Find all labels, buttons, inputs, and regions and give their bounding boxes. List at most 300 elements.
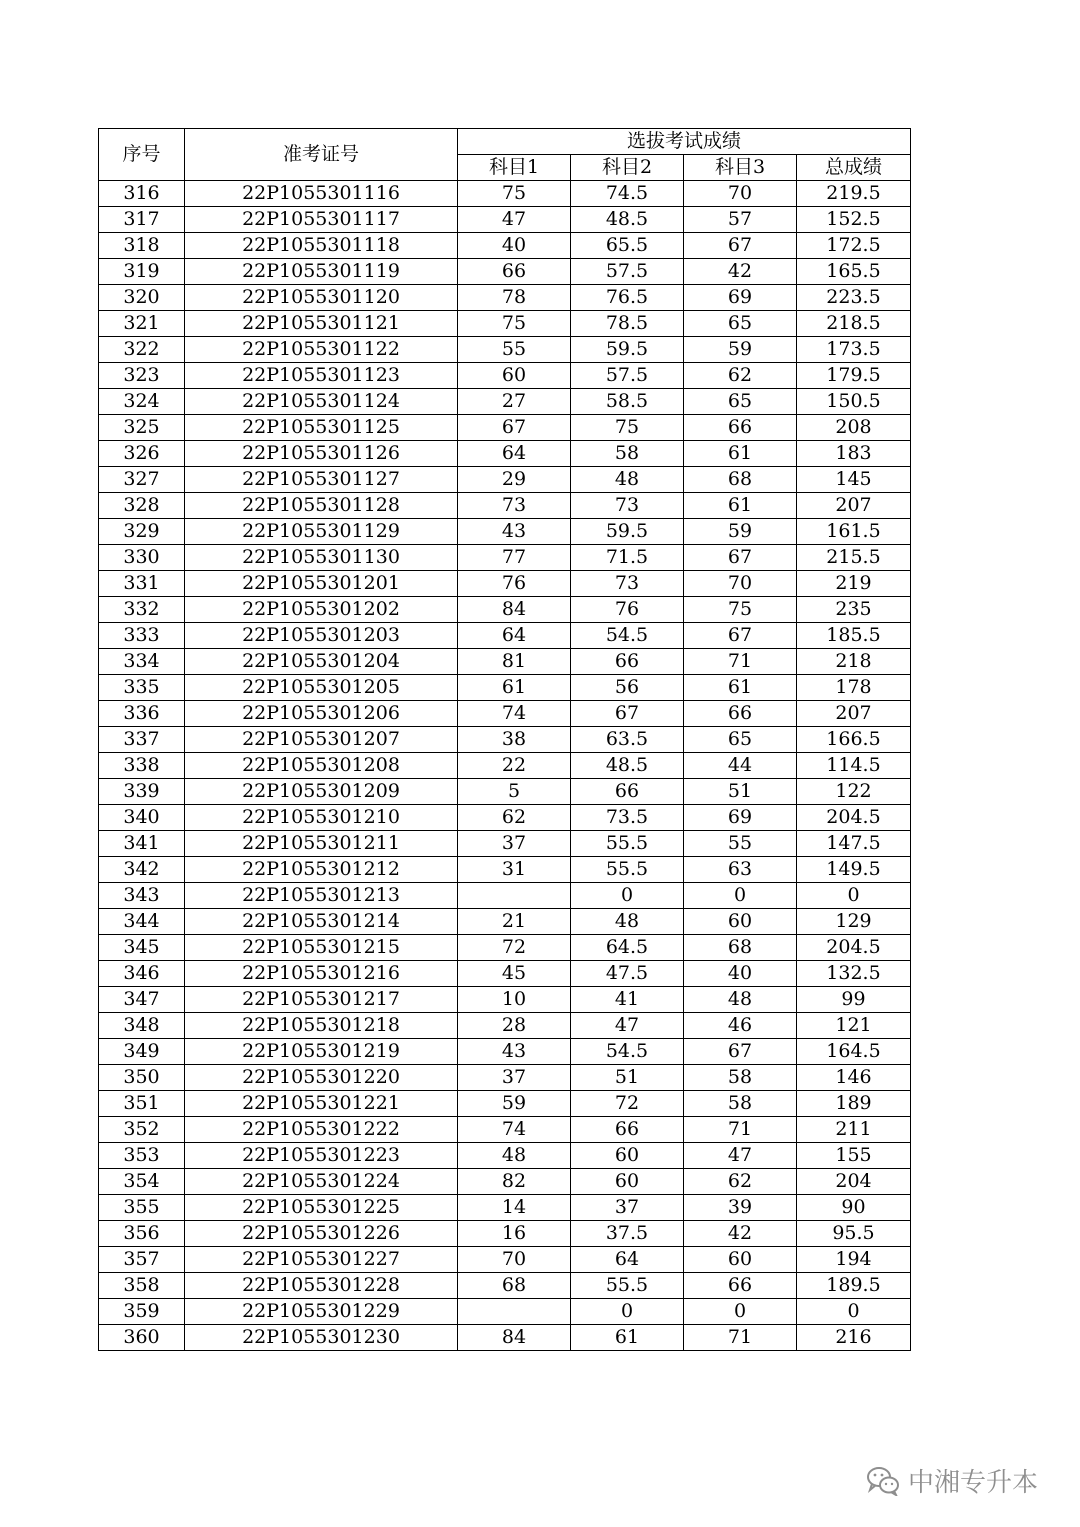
cell-subject2: 63.5 [571, 727, 684, 753]
cell-subject2: 72 [571, 1091, 684, 1117]
cell-subject1: 84 [458, 597, 571, 623]
cell-seq: 360 [99, 1325, 185, 1351]
cell-subject3: 60 [684, 1247, 797, 1273]
table-row [99, 1221, 911, 1247]
cell-subject1: 37 [458, 831, 571, 857]
cell-ticket: 22P1055301207 [185, 727, 458, 753]
cell-subject3: 67 [684, 1039, 797, 1065]
cell-seq: 316 [99, 181, 185, 207]
cell-subject3: 61 [684, 441, 797, 467]
table-row [99, 779, 911, 805]
cell-ticket: 22P1055301204 [185, 649, 458, 675]
table-row [99, 1195, 911, 1221]
table-row [99, 753, 911, 779]
cell-subject1: 78 [458, 285, 571, 311]
cell-subject3: 58 [684, 1091, 797, 1117]
cell-subject2: 55.5 [571, 857, 684, 883]
table-row [99, 441, 911, 467]
cell-total: 218.5 [797, 311, 911, 337]
cell-subject2: 0 [571, 1299, 684, 1325]
cell-subject1: 28 [458, 1013, 571, 1039]
cell-subject1: 70 [458, 1247, 571, 1273]
cell-seq: 341 [99, 831, 185, 857]
cell-total: 132.5 [797, 961, 911, 987]
cell-ticket: 22P1055301202 [185, 597, 458, 623]
cell-subject3: 61 [684, 493, 797, 519]
cell-seq: 322 [99, 337, 185, 363]
cell-subject3: 65 [684, 727, 797, 753]
cell-total: 121 [797, 1013, 911, 1039]
table-row [99, 675, 911, 701]
cell-subject1: 74 [458, 1117, 571, 1143]
cell-total: 99 [797, 987, 911, 1013]
cell-subject3: 59 [684, 337, 797, 363]
cell-total: 149.5 [797, 857, 911, 883]
table-row [99, 1117, 911, 1143]
cell-total: 204.5 [797, 935, 911, 961]
cell-ticket: 22P1055301118 [185, 233, 458, 259]
cell-subject1: 55 [458, 337, 571, 363]
cell-subject3: 58 [684, 1065, 797, 1091]
cell-subject3: 47 [684, 1143, 797, 1169]
cell-seq: 317 [99, 207, 185, 233]
cell-ticket: 22P1055301227 [185, 1247, 458, 1273]
cell-ticket: 22P1055301209 [185, 779, 458, 805]
cell-subject3: 67 [684, 545, 797, 571]
cell-subject2: 48 [571, 467, 684, 493]
cell-ticket: 22P1055301206 [185, 701, 458, 727]
cell-total: 178 [797, 675, 911, 701]
cell-subject2: 54.5 [571, 1039, 684, 1065]
cell-seq: 323 [99, 363, 185, 389]
cell-total: 145 [797, 467, 911, 493]
header-subject3: 科目3 [684, 155, 797, 181]
cell-subject3: 42 [684, 1221, 797, 1247]
cell-subject2: 60 [571, 1169, 684, 1195]
cell-seq: 324 [99, 389, 185, 415]
header-ticket: 准考证号 [185, 129, 458, 181]
cell-subject2: 56 [571, 675, 684, 701]
table-header [99, 129, 911, 181]
table-row [99, 1247, 911, 1273]
watermark [866, 1462, 1038, 1499]
cell-subject3: 46 [684, 1013, 797, 1039]
cell-subject1: 62 [458, 805, 571, 831]
cell-total: 215.5 [797, 545, 911, 571]
cell-total: 218 [797, 649, 911, 675]
table-row [99, 987, 911, 1013]
cell-total: 161.5 [797, 519, 911, 545]
cell-subject2: 0 [571, 883, 684, 909]
cell-subject3: 63 [684, 857, 797, 883]
cell-ticket: 22P1055301218 [185, 1013, 458, 1039]
cell-seq: 333 [99, 623, 185, 649]
cell-seq: 340 [99, 805, 185, 831]
cell-seq: 347 [99, 987, 185, 1013]
cell-ticket: 22P1055301229 [185, 1299, 458, 1325]
cell-subject1: 67 [458, 415, 571, 441]
table-row [99, 857, 911, 883]
cell-total: 204 [797, 1169, 911, 1195]
cell-seq: 327 [99, 467, 185, 493]
cell-seq: 326 [99, 441, 185, 467]
cell-seq: 353 [99, 1143, 185, 1169]
table-row [99, 519, 911, 545]
cell-subject2: 75 [571, 415, 684, 441]
cell-total: 189 [797, 1091, 911, 1117]
cell-subject2: 65.5 [571, 233, 684, 259]
cell-subject3: 71 [684, 1117, 797, 1143]
cell-subject2: 60 [571, 1143, 684, 1169]
cell-seq: 348 [99, 1013, 185, 1039]
cell-subject3: 61 [684, 675, 797, 701]
cell-ticket: 22P1055301122 [185, 337, 458, 363]
cell-subject1: 73 [458, 493, 571, 519]
cell-seq: 344 [99, 909, 185, 935]
cell-ticket: 22P1055301211 [185, 831, 458, 857]
cell-total: 219 [797, 571, 911, 597]
cell-subject1: 59 [458, 1091, 571, 1117]
header-group: 选拔考试成绩 [458, 129, 911, 155]
cell-subject3: 62 [684, 1169, 797, 1195]
table-row [99, 935, 911, 961]
cell-total: 155 [797, 1143, 911, 1169]
cell-subject2: 66 [571, 779, 684, 805]
table-row [99, 701, 911, 727]
cell-total: 216 [797, 1325, 911, 1351]
cell-subject1: 75 [458, 311, 571, 337]
cell-ticket: 22P1055301208 [185, 753, 458, 779]
cell-subject3: 65 [684, 389, 797, 415]
cell-subject3: 70 [684, 181, 797, 207]
cell-seq: 332 [99, 597, 185, 623]
cell-ticket: 22P1055301230 [185, 1325, 458, 1351]
cell-subject3: 51 [684, 779, 797, 805]
table-row [99, 415, 911, 441]
cell-subject3: 66 [684, 1273, 797, 1299]
cell-subject1: 47 [458, 207, 571, 233]
cell-total: 0 [797, 1299, 911, 1325]
cell-subject3: 69 [684, 805, 797, 831]
cell-subject2: 47.5 [571, 961, 684, 987]
table-row [99, 831, 911, 857]
cell-total: 207 [797, 493, 911, 519]
cell-subject2: 64 [571, 1247, 684, 1273]
header-total: 总成绩 [797, 155, 911, 181]
cell-total: 165.5 [797, 259, 911, 285]
table-row [99, 1169, 911, 1195]
cell-seq: 342 [99, 857, 185, 883]
cell-total: 208 [797, 415, 911, 441]
cell-total: 150.5 [797, 389, 911, 415]
cell-subject1: 22 [458, 753, 571, 779]
cell-subject1: 5 [458, 779, 571, 805]
cell-ticket: 22P1055301224 [185, 1169, 458, 1195]
cell-subject2: 61 [571, 1325, 684, 1351]
table-row [99, 597, 911, 623]
cell-seq: 338 [99, 753, 185, 779]
cell-ticket: 22P1055301215 [185, 935, 458, 961]
cell-subject3: 68 [684, 935, 797, 961]
cell-subject2: 57.5 [571, 259, 684, 285]
cell-subject2: 66 [571, 1117, 684, 1143]
cell-subject3: 60 [684, 909, 797, 935]
cell-subject1: 27 [458, 389, 571, 415]
cell-seq: 345 [99, 935, 185, 961]
cell-subject1: 61 [458, 675, 571, 701]
cell-ticket: 22P1055301222 [185, 1117, 458, 1143]
cell-seq: 321 [99, 311, 185, 337]
cell-seq: 336 [99, 701, 185, 727]
table-row [99, 883, 911, 909]
cell-seq: 329 [99, 519, 185, 545]
cell-subject1: 77 [458, 545, 571, 571]
table-row [99, 1039, 911, 1065]
cell-subject2: 48.5 [571, 207, 684, 233]
cell-subject1: 16 [458, 1221, 571, 1247]
cell-ticket: 22P1055301121 [185, 311, 458, 337]
cell-subject3: 67 [684, 623, 797, 649]
table-row [99, 1013, 911, 1039]
cell-seq: 319 [99, 259, 185, 285]
cell-subject2: 37.5 [571, 1221, 684, 1247]
cell-subject3: 59 [684, 519, 797, 545]
cell-subject2: 73 [571, 493, 684, 519]
cell-ticket: 22P1055301226 [185, 1221, 458, 1247]
cell-total: 223.5 [797, 285, 911, 311]
cell-ticket: 22P1055301220 [185, 1065, 458, 1091]
cell-subject1: 68 [458, 1273, 571, 1299]
cell-subject1: 60 [458, 363, 571, 389]
table-row [99, 1299, 911, 1325]
cell-subject1: 31 [458, 857, 571, 883]
cell-total: 189.5 [797, 1273, 911, 1299]
cell-subject3: 0 [684, 883, 797, 909]
table-row [99, 649, 911, 675]
cell-subject2: 74.5 [571, 181, 684, 207]
cell-ticket: 22P1055301219 [185, 1039, 458, 1065]
cell-ticket: 22P1055301203 [185, 623, 458, 649]
cell-ticket: 22P1055301221 [185, 1091, 458, 1117]
table-body [99, 181, 911, 1351]
table-row [99, 545, 911, 571]
cell-subject2: 71.5 [571, 545, 684, 571]
cell-subject1: 84 [458, 1325, 571, 1351]
cell-subject1: 64 [458, 441, 571, 467]
cell-total: 95.5 [797, 1221, 911, 1247]
cell-subject2: 55.5 [571, 831, 684, 857]
cell-subject2: 48 [571, 909, 684, 935]
cell-ticket: 22P1055301205 [185, 675, 458, 701]
cell-total: 152.5 [797, 207, 911, 233]
table-row [99, 363, 911, 389]
cell-seq: 320 [99, 285, 185, 311]
cell-subject1: 40 [458, 233, 571, 259]
cell-ticket: 22P1055301117 [185, 207, 458, 233]
cell-total: 194 [797, 1247, 911, 1273]
cell-ticket: 22P1055301214 [185, 909, 458, 935]
table-row [99, 571, 911, 597]
cell-subject2: 67 [571, 701, 684, 727]
cell-seq: 358 [99, 1273, 185, 1299]
table-row [99, 1091, 911, 1117]
table-row [99, 909, 911, 935]
cell-seq: 346 [99, 961, 185, 987]
cell-subject1: 21 [458, 909, 571, 935]
cell-subject1: 38 [458, 727, 571, 753]
cell-seq: 331 [99, 571, 185, 597]
cell-subject1: 14 [458, 1195, 571, 1221]
cell-ticket: 22P1055301128 [185, 493, 458, 519]
header-subject1: 科目1 [458, 155, 571, 181]
cell-subject3: 44 [684, 753, 797, 779]
cell-subject3: 70 [684, 571, 797, 597]
cell-subject3: 66 [684, 701, 797, 727]
cell-seq: 351 [99, 1091, 185, 1117]
cell-total: 172.5 [797, 233, 911, 259]
cell-subject3: 67 [684, 233, 797, 259]
cell-subject1: 82 [458, 1169, 571, 1195]
table-row [99, 337, 911, 363]
cell-subject2: 59.5 [571, 519, 684, 545]
table-row [99, 207, 911, 233]
cell-total: 173.5 [797, 337, 911, 363]
cell-total: 114.5 [797, 753, 911, 779]
cell-subject3: 0 [684, 1299, 797, 1325]
cell-ticket: 22P1055301116 [185, 181, 458, 207]
table-row [99, 1325, 911, 1351]
cell-ticket: 22P1055301228 [185, 1273, 458, 1299]
cell-subject2: 73.5 [571, 805, 684, 831]
cell-subject1 [458, 1299, 571, 1325]
cell-seq: 343 [99, 883, 185, 909]
cell-subject2: 37 [571, 1195, 684, 1221]
table-row [99, 311, 911, 337]
cell-subject1: 43 [458, 1039, 571, 1065]
cell-ticket: 22P1055301126 [185, 441, 458, 467]
cell-ticket: 22P1055301223 [185, 1143, 458, 1169]
cell-subject3: 75 [684, 597, 797, 623]
cell-subject3: 69 [684, 285, 797, 311]
cell-subject3: 48 [684, 987, 797, 1013]
table-row [99, 805, 911, 831]
cell-ticket: 22P1055301225 [185, 1195, 458, 1221]
cell-total: 185.5 [797, 623, 911, 649]
cell-total: 147.5 [797, 831, 911, 857]
cell-ticket: 22P1055301201 [185, 571, 458, 597]
table-row [99, 1065, 911, 1091]
cell-subject1: 66 [458, 259, 571, 285]
header-subject2: 科目2 [571, 155, 684, 181]
cell-seq: 337 [99, 727, 185, 753]
cell-seq: 357 [99, 1247, 185, 1273]
cell-subject1: 43 [458, 519, 571, 545]
table-row [99, 181, 911, 207]
cell-subject3: 39 [684, 1195, 797, 1221]
cell-total: 146 [797, 1065, 911, 1091]
cell-subject1 [458, 883, 571, 909]
cell-subject3: 68 [684, 467, 797, 493]
cell-subject2: 66 [571, 649, 684, 675]
cell-total: 235 [797, 597, 911, 623]
cell-subject2: 54.5 [571, 623, 684, 649]
cell-subject3: 66 [684, 415, 797, 441]
cell-seq: 325 [99, 415, 185, 441]
cell-total: 164.5 [797, 1039, 911, 1065]
cell-total: 183 [797, 441, 911, 467]
cell-subject2: 41 [571, 987, 684, 1013]
cell-total: 129 [797, 909, 911, 935]
cell-total: 122 [797, 779, 911, 805]
cell-ticket: 22P1055301123 [185, 363, 458, 389]
cell-subject3: 71 [684, 1325, 797, 1351]
cell-total: 90 [797, 1195, 911, 1221]
cell-ticket: 22P1055301210 [185, 805, 458, 831]
cell-subject2: 51 [571, 1065, 684, 1091]
cell-seq: 335 [99, 675, 185, 701]
cell-seq: 355 [99, 1195, 185, 1221]
table-row [99, 467, 911, 493]
cell-ticket: 22P1055301120 [185, 285, 458, 311]
cell-ticket: 22P1055301129 [185, 519, 458, 545]
cell-subject2: 57.5 [571, 363, 684, 389]
cell-seq: 330 [99, 545, 185, 571]
cell-total: 204.5 [797, 805, 911, 831]
cell-subject1: 29 [458, 467, 571, 493]
table-row [99, 259, 911, 285]
cell-subject1: 76 [458, 571, 571, 597]
cell-seq: 349 [99, 1039, 185, 1065]
cell-total: 219.5 [797, 181, 911, 207]
cell-subject1: 45 [458, 961, 571, 987]
cell-subject2: 73 [571, 571, 684, 597]
cell-ticket: 22P1055301217 [185, 987, 458, 1013]
cell-ticket: 22P1055301213 [185, 883, 458, 909]
table-row [99, 233, 911, 259]
cell-seq: 318 [99, 233, 185, 259]
wechat-icon [866, 1466, 900, 1496]
cell-subject3: 57 [684, 207, 797, 233]
cell-total: 0 [797, 883, 911, 909]
cell-subject3: 71 [684, 649, 797, 675]
cell-subject1: 10 [458, 987, 571, 1013]
cell-subject2: 76.5 [571, 285, 684, 311]
cell-subject1: 64 [458, 623, 571, 649]
cell-seq: 356 [99, 1221, 185, 1247]
cell-subject2: 48.5 [571, 753, 684, 779]
table-row [99, 623, 911, 649]
cell-subject1: 74 [458, 701, 571, 727]
cell-subject1: 81 [458, 649, 571, 675]
watermark-text: 中湘专升本 [908, 1468, 1039, 1498]
cell-ticket: 22P1055301127 [185, 467, 458, 493]
cell-seq: 354 [99, 1169, 185, 1195]
cell-ticket: 22P1055301212 [185, 857, 458, 883]
cell-subject3: 62 [684, 363, 797, 389]
cell-subject1: 75 [458, 181, 571, 207]
cell-subject1: 48 [458, 1143, 571, 1169]
table-row [99, 493, 911, 519]
table-row [99, 389, 911, 415]
cell-subject1: 37 [458, 1065, 571, 1091]
table-row [99, 961, 911, 987]
cell-seq: 350 [99, 1065, 185, 1091]
cell-seq: 334 [99, 649, 185, 675]
cell-seq: 359 [99, 1299, 185, 1325]
cell-ticket: 22P1055301130 [185, 545, 458, 571]
cell-seq: 339 [99, 779, 185, 805]
cell-subject2: 78.5 [571, 311, 684, 337]
